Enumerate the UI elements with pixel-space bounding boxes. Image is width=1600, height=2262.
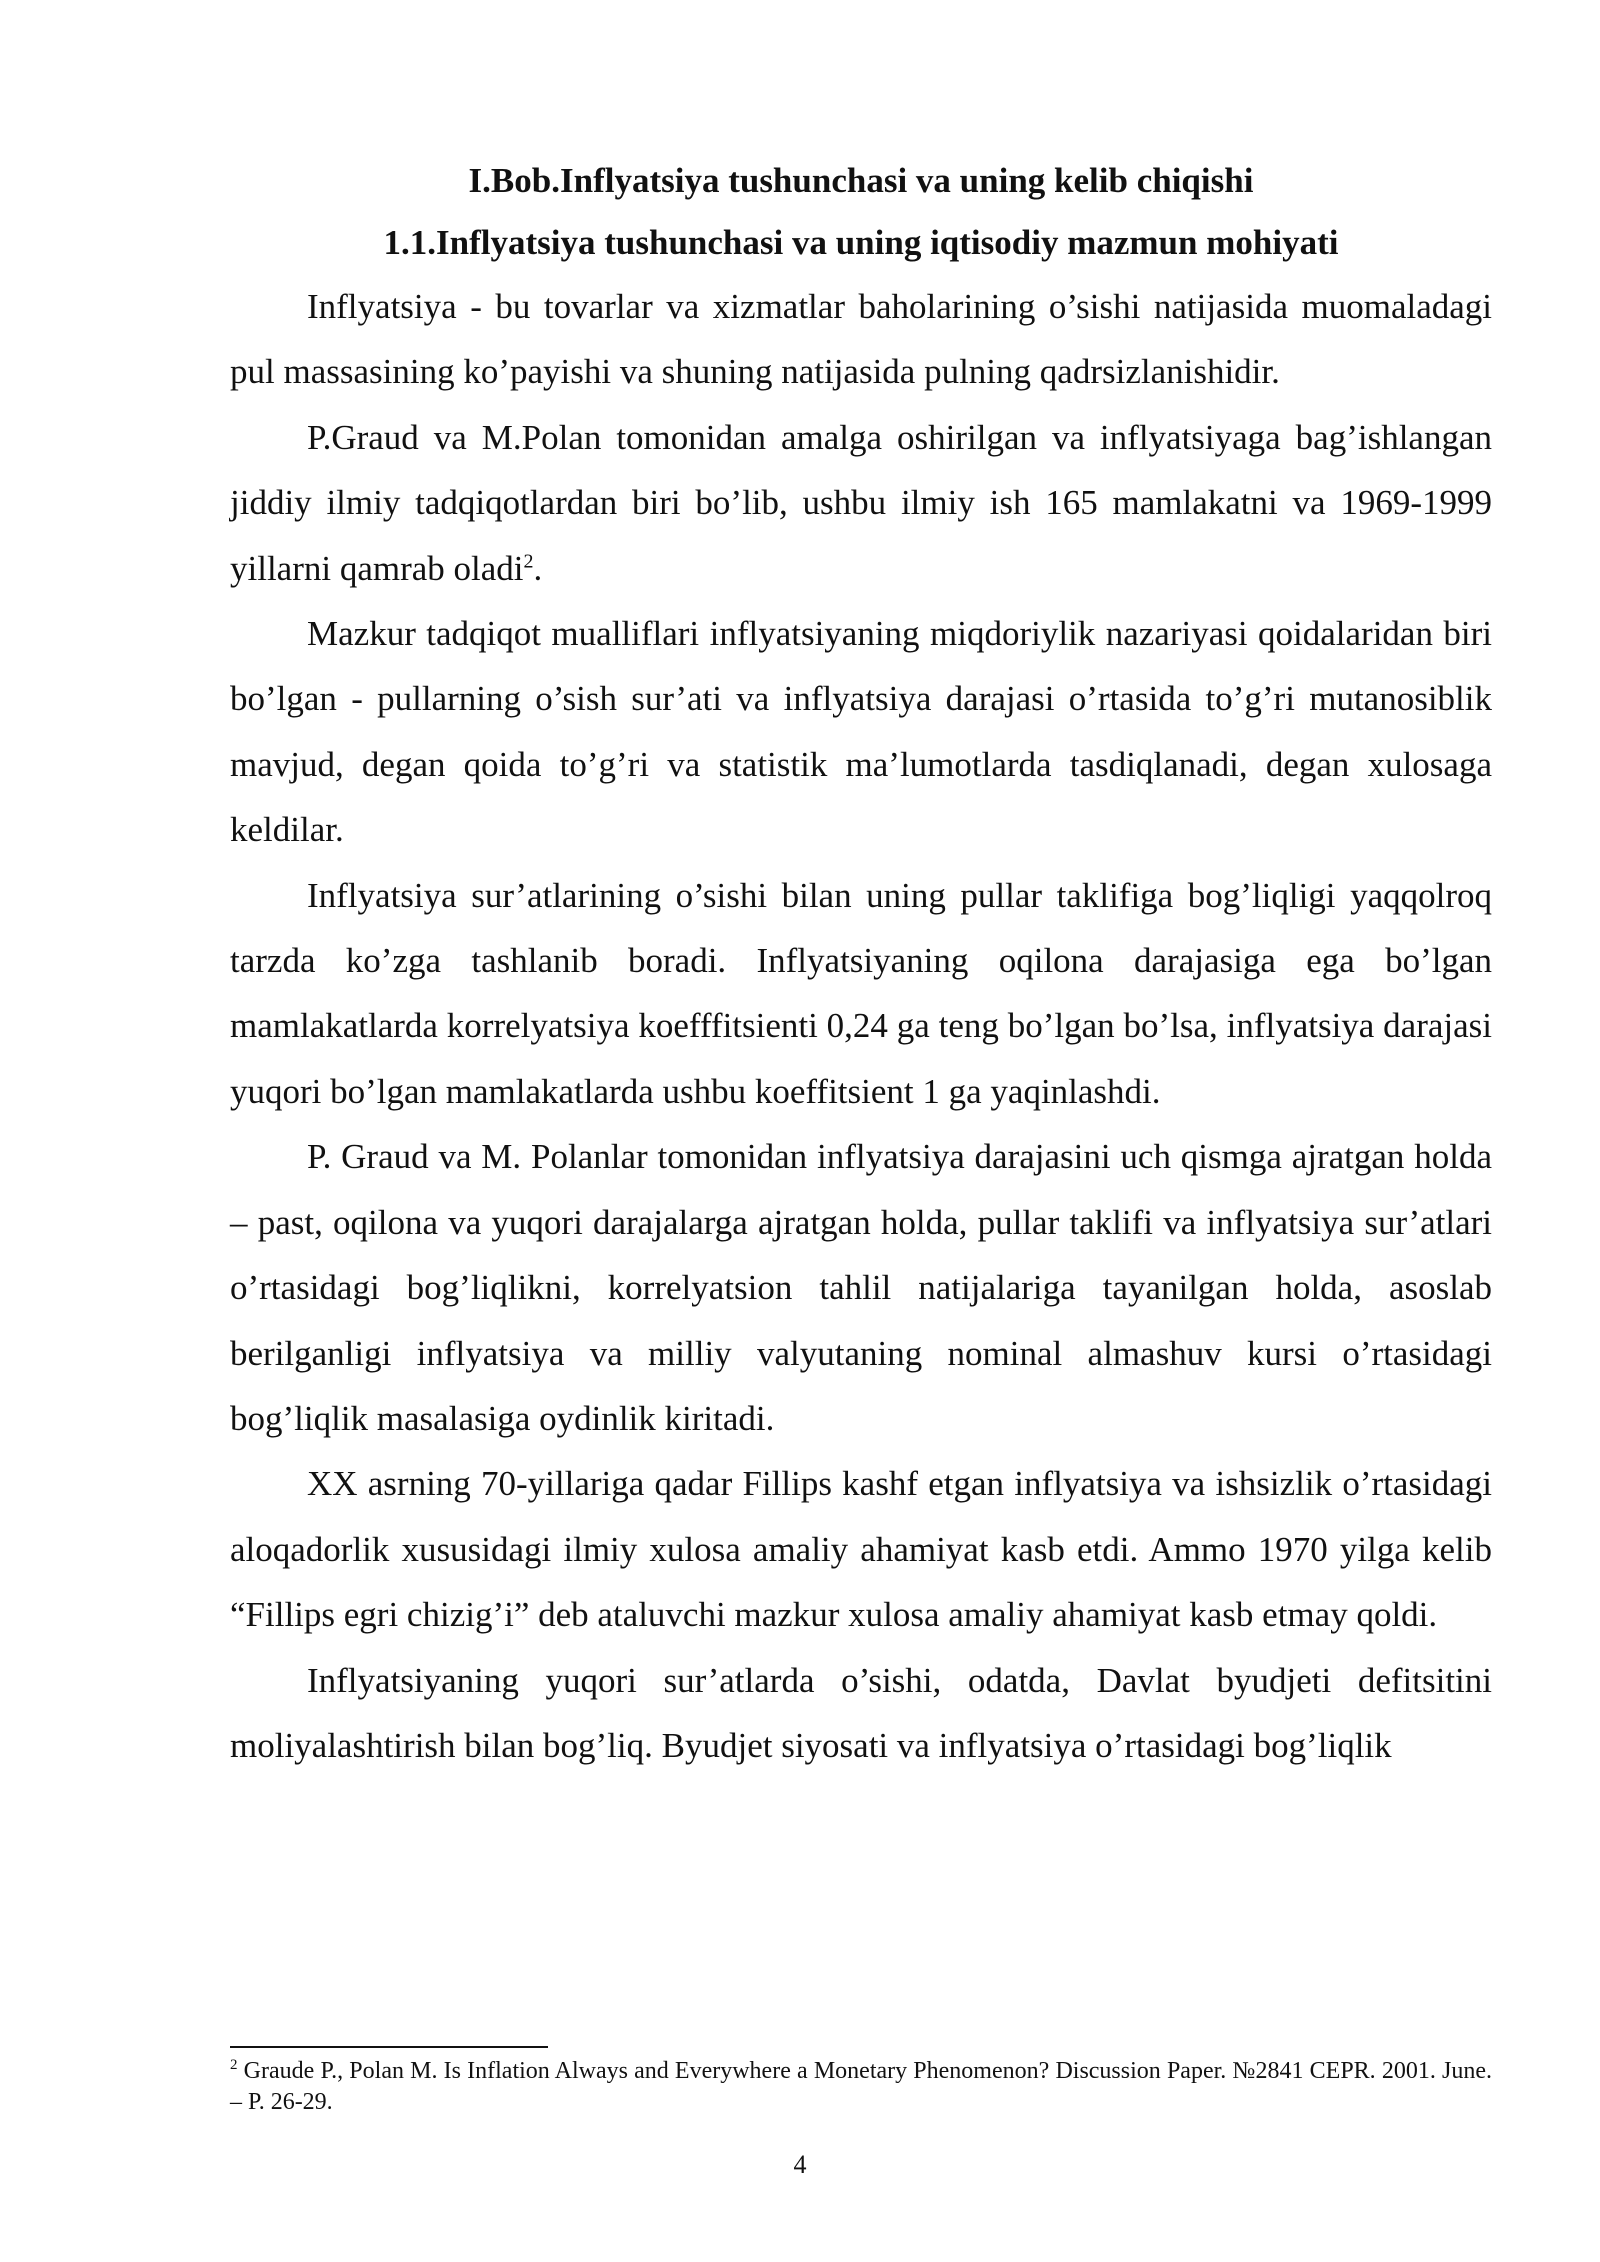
footnote-marker: 2 xyxy=(230,2057,238,2073)
page-number: 4 xyxy=(793,2150,807,2179)
paragraph-1: Inflyatsiya - bu tovarlar va xizmatlar baholarining o’sishi natijasida muomaladagi pul massasining ko’payishi va shuning natijasida pulning qadrsizlanishidir. xyxy=(230,287,1492,392)
document-page xyxy=(230,150,1492,1778)
section-title: 1.1.Inflyatsiya tushunchasi va uning iqtisodiy mazmun mohiyati xyxy=(383,223,1339,262)
footnote-text: Graude P., Polan M. Is Inflation Always and Everywhere a Monetary Phenomenon? Discussion Paper. №2841 CEPR. 2001. June. – P. 26-29. xyxy=(230,2058,1492,2115)
paragraph-4: Inflyatsiya sur’atlarining o’sishi bilan uning pullar taklifiga bog’liqligi yaqqolroq tarzda ko’zga tashlanib boradi. Inflyatsiyaning oqilona darajasiga ega bo’lgan mamlakatlarda korrelyatsiya koefffitsienti 0,24 ga teng bo’lgan bo’lsa, inflyatsiya darajasi yuqori bo’lgan mamlakatlarda ushbu koeffitsient 1 ga yaqinlashdi. xyxy=(230,875,1492,1111)
paragraph-7: Inflyatsiyaning yuqori sur’atlarda o’sishi, odatda, Davlat byudjeti defitsitini moliyalashtirish bilan bog’liq. Byudjet siyosati va inflyatsiya o’rtasidagi bog’liqlik xyxy=(230,1660,1492,1765)
footnote-separator xyxy=(230,2046,548,2048)
paragraph-3: Mazkur tadqiqot mualliflari inflyatsiyaning miqdoriylik nazariyasi qoidalaridan biri bo’lgan - pullarning o’sish sur’ati va inflyatsiya darajasi o’rtasida to’g’ri mutanosiblik mavjud, degan qoida to’g’ri va statistik ma’lumotlarda tasdiqlanadi, degan xulosaga keldilar. xyxy=(230,614,1492,850)
paragraph-2-end: . xyxy=(533,548,543,588)
paragraph-2-text: P.Graud va M.Polan tomonidan amalga oshirilgan va inflyatsiyaga bag’ishlangan jiddiy ilmiy tadqiqotlardan biri bo’lib, ushbu ilmiy ish 165 mamlakatni va 1969-1999 yillarni qamrab oladi xyxy=(230,417,1492,588)
chapter-title: I.Bob.Inflyatsiya tushunchasi va uning kelib chiqishi xyxy=(468,161,1254,200)
paragraph-2 xyxy=(230,405,1492,601)
footnote xyxy=(230,2056,1492,2118)
paragraph-6: XX asrning 70-yillariga qadar Fillips kashf etgan inflyatsiya va ishsizlik o’rtasidagi aloqadorlik xususidagi ilmiy xulosa amaliy ahamiyat kasb etdi. Ammo 1970 yilga kelib “Fillips egri chizig’i” deb ataluvchi mazkur xulosa amaliy ahamiyat kasb etmay qoldi. xyxy=(230,1464,1492,1635)
footnote-reference[interactable]: 2 xyxy=(523,549,534,572)
paragraph-5: P. Graud va M. Polanlar tomonidan inflyatsiya darajasini uch qismga ajratgan holda – past, oqilona va yuqori darajalarga ajratgan holda, pullar taklifi va inflyatsiya sur’atlari o’rtasidagi bog’liqlikni, korrelyatsion tahlil natijalariga tayanilgan holda, asoslab berilganligi inflyatsiya va milliy valyutaning nominal almashuv kursi o’rtasidagi bog’liqlik masalasiga oydinlik kiritadi. xyxy=(230,1137,1492,1438)
